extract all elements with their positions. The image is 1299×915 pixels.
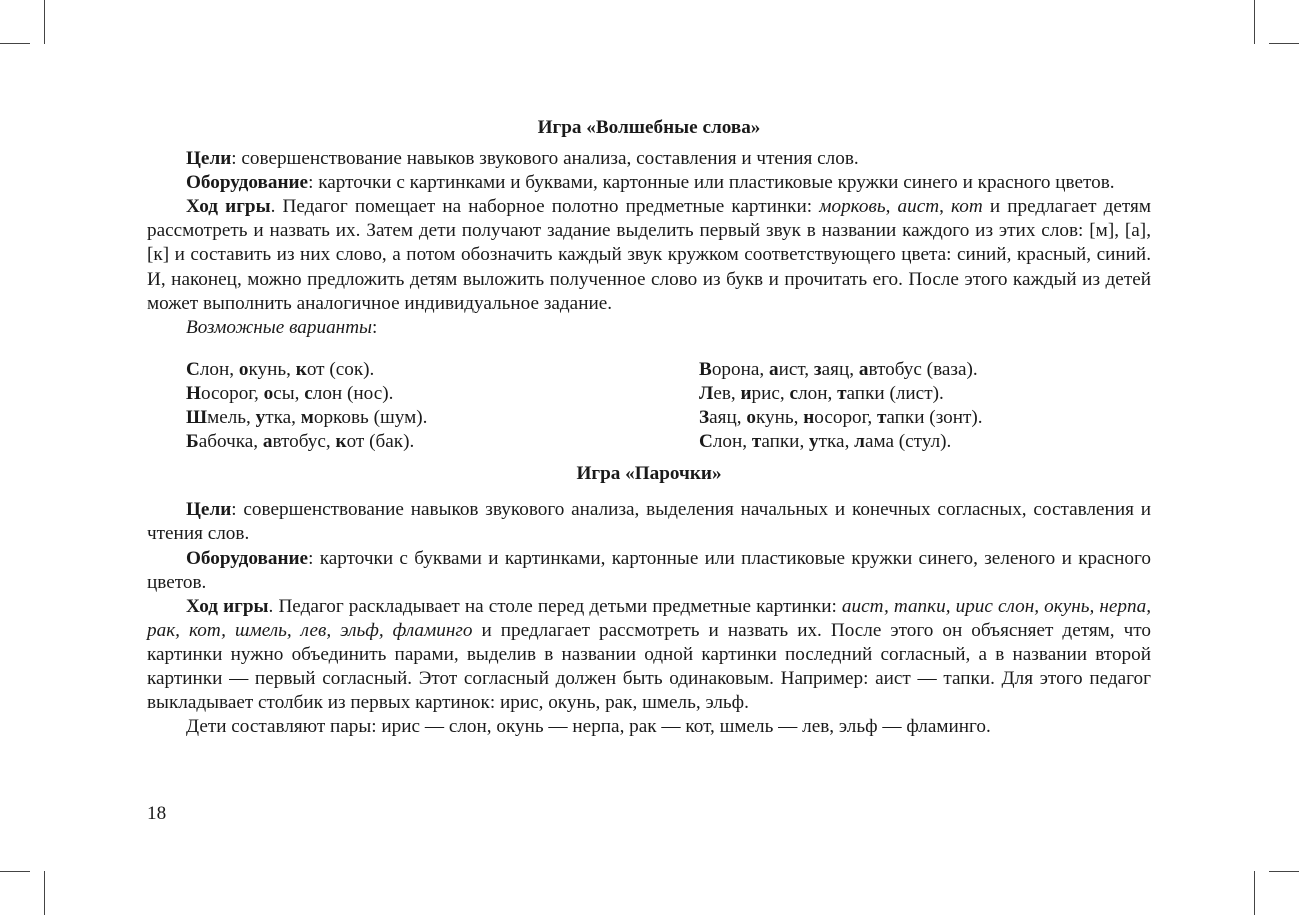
word-rest: апки (лист).	[846, 382, 944, 404]
game1-goals-text: : совершенствование навыков звукового анализа, составления и чтения слов.	[231, 148, 859, 170]
game1-course	[147, 195, 1151, 315]
first-letter: В	[699, 358, 712, 380]
word-rest: втобус (ваза).	[868, 358, 978, 380]
game1-variants-heading	[147, 316, 1151, 340]
first-letter: с	[304, 382, 313, 404]
word-rest: тка,	[818, 431, 855, 453]
first-letter: з	[813, 358, 822, 380]
word-morkov: морковь	[819, 196, 886, 218]
first-letter: Б	[186, 431, 199, 453]
variants-list	[186, 358, 1151, 454]
game1-goals-label: Цели	[186, 148, 232, 170]
first-letter: к	[295, 358, 307, 380]
crop-mark-bottom-right-h	[1269, 871, 1299, 872]
comma: ,	[885, 196, 898, 218]
game2-picture-words: аист, тапки, ирис слон, окунь, нерпа, рак, кот, шмель, лев, эльф, фламинго	[147, 595, 1151, 641]
game1-equipment	[147, 171, 1151, 195]
game1-course-text-1: . Педагог помещает на наборное полотно предметные картинки:	[270, 196, 820, 218]
word-rest: лон,	[199, 358, 239, 380]
game1-equipment-label: Оборудование	[186, 172, 309, 194]
colon: :	[372, 316, 378, 338]
page-content	[147, 116, 1151, 739]
page-number: 18	[147, 803, 167, 824]
first-letter: а	[262, 431, 273, 453]
word-kot: кот	[951, 196, 983, 218]
first-letter: м	[300, 407, 314, 429]
first-letter: С	[699, 431, 713, 453]
crop-mark-top-left-h	[0, 43, 30, 44]
right-variant-line	[699, 382, 983, 406]
first-letter: л	[854, 431, 865, 453]
first-letter: с	[789, 382, 799, 404]
game2-equipment	[147, 547, 1151, 595]
first-letter: т	[876, 407, 887, 429]
word-rest: аяц,	[709, 407, 747, 429]
crop-mark-top-left-v	[44, 0, 45, 44]
word-rest: ист,	[778, 358, 814, 380]
word-rest: тка,	[265, 407, 301, 429]
game2-title: Игра «Парочки»	[576, 463, 722, 485]
game2-course-label: Ход игры	[186, 595, 269, 617]
word-rest: от (сок).	[306, 358, 375, 380]
first-letter: о	[746, 407, 756, 429]
first-letter: Ш	[186, 407, 208, 429]
crop-mark-bottom-left-h	[0, 871, 30, 872]
game2-course-text-1: . Педагог раскладывает на столе перед детьми предметные картинки:	[268, 595, 842, 617]
crop-mark-top-right-v	[1254, 0, 1255, 44]
word-rest: ев,	[713, 382, 741, 404]
first-letter: н	[803, 407, 815, 429]
first-letter: а	[768, 358, 779, 380]
left-variant-line	[186, 430, 699, 454]
left-variant-line	[186, 406, 699, 430]
first-letter: и	[740, 382, 752, 404]
first-letter: т	[751, 431, 762, 453]
first-letter: а	[858, 358, 869, 380]
word-aist: аист	[897, 196, 940, 218]
word-rest: кунь,	[755, 407, 804, 429]
word-rest: от (бак).	[346, 431, 415, 453]
variants-label: Возможные варианты	[186, 316, 373, 338]
crop-mark-top-right-h	[1269, 43, 1299, 44]
crop-mark-bottom-left-v	[44, 871, 45, 915]
right-variant-line	[699, 406, 983, 430]
word-rest: апки,	[761, 431, 810, 453]
variants-right-column	[699, 358, 983, 454]
word-rest: орковь (шум).	[313, 407, 428, 429]
word-rest: втобус,	[272, 431, 336, 453]
right-variant-line	[699, 430, 983, 454]
word-rest: мель,	[207, 407, 256, 429]
first-letter: т	[837, 382, 847, 404]
game1-course-label: Ход игры	[186, 196, 271, 218]
word-rest: абочка,	[198, 431, 263, 453]
right-variant-line	[699, 358, 983, 382]
game2-course-text-2: и предлагает рассмотреть и назвать их. После этого он объясняет детям, что картинки нужно объединить парами, выделив в названии одной картинки последний согласный, а в названии второй картинки — первый согласный. Этот согласный должен быть одинаковым. Например: аист — тапки. Для этого педагог выкладывает столбик из первых картинок: ирис, окунь, рак, шмель, эльф.	[147, 619, 1151, 714]
game2-equipment-label: Оборудование	[186, 547, 309, 569]
word-rest: ама (стул).	[864, 431, 952, 453]
first-letter: Л	[699, 382, 714, 404]
word-rest: лон,	[798, 382, 838, 404]
first-letter: у	[809, 431, 819, 453]
first-letter: о	[238, 358, 249, 380]
word-rest: аяц,	[821, 358, 859, 380]
game2-equipment-text: : карточки с буквами и картинками, картонные или пластиковые кружки синего, зеленого и красного цветов.	[147, 547, 1151, 593]
first-letter: З	[699, 407, 710, 429]
word-rest: лон (нос).	[312, 382, 394, 404]
first-letter: о	[263, 382, 274, 404]
variants-left-column	[186, 358, 699, 454]
word-rest: сы,	[273, 382, 305, 404]
word-rest: лон,	[712, 431, 752, 453]
first-letter: у	[255, 407, 266, 429]
word-rest: рис,	[751, 382, 790, 404]
crop-mark-bottom-right-v	[1254, 871, 1255, 915]
game2-pairs: Дети составляют пары: ирис — слон, окунь — нерпа, рак — кот, шмель — лев, эльф — фламинго.	[186, 716, 991, 738]
word-rest: орона,	[711, 358, 769, 380]
left-variant-line	[186, 358, 699, 382]
game2-goals-label: Цели	[186, 499, 232, 521]
left-variant-line	[186, 382, 699, 406]
word-rest: осорог,	[200, 382, 264, 404]
first-letter: Н	[186, 382, 201, 404]
game2-goals-text: : совершенствование навыков звукового анализа, выделения начальных и конечных согласных, составления и чтения слов.	[147, 499, 1151, 545]
comma: ,	[939, 196, 952, 218]
game1-equipment-text: : карточки с картинками и буквами, картонные или пластиковые кружки синего и красного цветов.	[308, 172, 1115, 194]
game1-goals	[147, 147, 1151, 171]
first-letter: С	[186, 358, 200, 380]
word-rest: осорог,	[814, 407, 877, 429]
game2-goals	[147, 498, 1151, 546]
game1-title: Игра «Волшебные слова»	[537, 117, 761, 138]
word-rest: апки (зонт).	[886, 407, 983, 429]
word-rest: кунь,	[248, 358, 296, 380]
game1-course-text-2: и предлагает детям рассмотреть и назвать их. Затем дети получают задание выделить первый звук в названии каждого из этих слов: [м], [а], [к] и составить из них слово, а потом обозначить каждый звук кружком соответствующего цвета: синий, красный, синий. И, наконец, можно предложить детям выложить полученное слово из букв и прочитать его. После этого каждый из детей может выполнить аналогичное индивидуальное задание.	[147, 196, 1152, 314]
first-letter: к	[335, 431, 347, 453]
game2-course	[147, 595, 1151, 715]
